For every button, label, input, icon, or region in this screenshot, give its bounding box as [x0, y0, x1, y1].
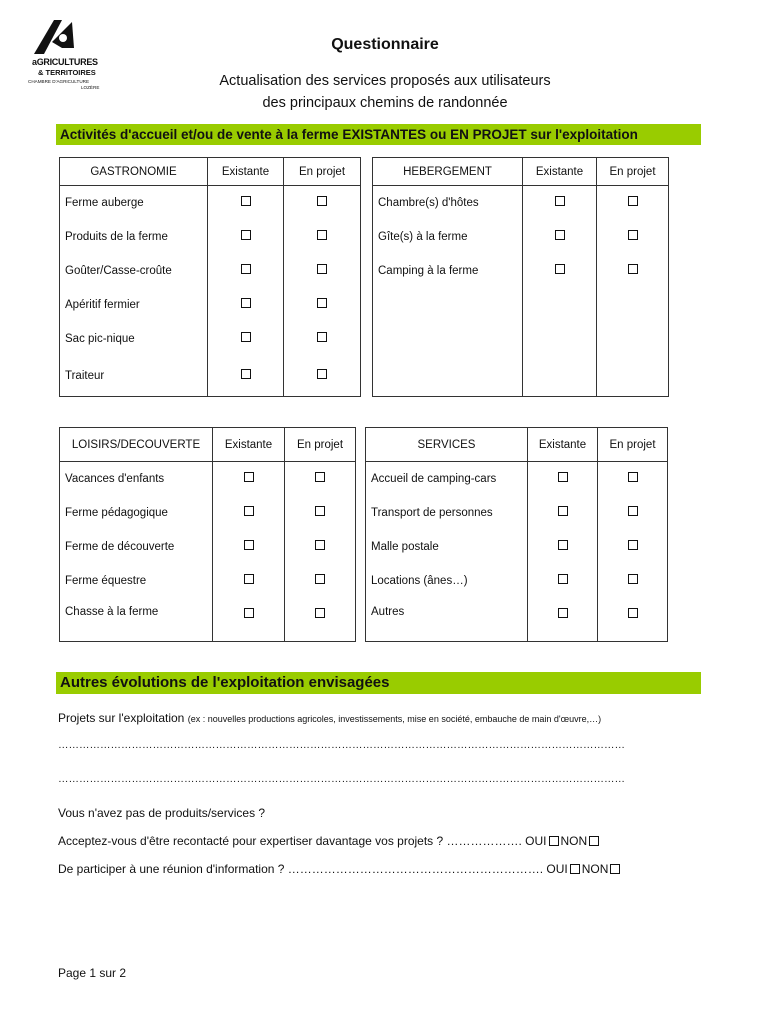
- logo-line4: LOZÈRE: [81, 85, 100, 90]
- table-title: HEBERGEMENT: [373, 158, 523, 186]
- question-recontact: [58, 834, 601, 848]
- checkbox-existing[interactable]: [244, 540, 254, 550]
- row-label: Autres: [366, 598, 528, 642]
- col-existing: Existante: [213, 428, 285, 462]
- checkbox-project[interactable]: [317, 264, 327, 274]
- row-label: Vacances d'enfants: [60, 462, 213, 496]
- row-label: Goûter/Casse-croûte: [60, 254, 208, 288]
- non-label: NON: [560, 834, 588, 848]
- checkbox-non[interactable]: [610, 864, 620, 874]
- checkbox-project[interactable]: [317, 332, 327, 342]
- row-label: Ferme équestre: [60, 564, 213, 598]
- logo-line3: CHAMBRE D'AGRICULTURE: [28, 79, 90, 84]
- checkbox-existing[interactable]: [555, 230, 565, 240]
- row-label: Ferme de découverte: [60, 530, 213, 564]
- checkbox-existing[interactable]: [241, 298, 251, 308]
- col-existing: Existante: [208, 158, 284, 186]
- checkbox-project[interactable]: [317, 230, 327, 240]
- row-label: Ferme pédagogique: [60, 496, 213, 530]
- table-hebergement: [372, 157, 669, 397]
- page-title: Questionnaire: [331, 36, 439, 53]
- projets-label: Projets sur l'exploitation: [58, 711, 185, 725]
- col-project: En projet: [284, 158, 361, 186]
- checkbox-existing[interactable]: [241, 196, 251, 206]
- row-label: Chasse à la ferme: [60, 598, 213, 642]
- checkbox-project[interactable]: [628, 506, 638, 516]
- page-number: Page 1 sur 2: [58, 966, 127, 980]
- col-existing: Existante: [528, 428, 598, 462]
- question-reunion: [58, 862, 622, 876]
- checkbox-project[interactable]: [315, 540, 325, 550]
- checkbox-existing[interactable]: [241, 332, 251, 342]
- page-subtitle-line1: Actualisation des services proposés aux utilisateurs: [219, 73, 551, 89]
- checkbox-project[interactable]: [315, 472, 325, 482]
- checkbox-project[interactable]: [628, 472, 638, 482]
- checkbox-project[interactable]: [628, 196, 638, 206]
- row-label: Transport de personnes: [366, 496, 528, 530]
- checkbox-existing[interactable]: [555, 196, 565, 206]
- checkbox-non[interactable]: [589, 836, 599, 846]
- checkbox-project[interactable]: [317, 369, 327, 379]
- col-project: En projet: [597, 158, 669, 186]
- table-loisirs: [59, 427, 356, 642]
- checkbox-project[interactable]: [628, 608, 638, 618]
- projets-line: [58, 711, 601, 725]
- checkbox-existing[interactable]: [558, 608, 568, 618]
- checkbox-oui[interactable]: [570, 864, 580, 874]
- table-services: [365, 427, 668, 642]
- row-label: Traiteur: [60, 356, 208, 397]
- row-label: Ferme auberge: [60, 186, 208, 220]
- row-label: Sac pic-nique: [60, 322, 208, 356]
- logo-line2: & TERRITOIRES: [38, 68, 96, 77]
- section1-heading: Activités d'accueil et/ou de vente à la ferme EXISTANTES ou EN PROJET sur l'exploitation: [56, 124, 701, 145]
- row-label: Camping à la ferme: [373, 254, 523, 288]
- table-title: SERVICES: [366, 428, 528, 462]
- checkbox-project[interactable]: [317, 196, 327, 206]
- projets-hint: (ex : nouvelles productions agricoles, investissements, mise en société, embauche de main d'œuvre,…): [187, 714, 602, 724]
- checkbox-existing[interactable]: [244, 506, 254, 516]
- checkbox-existing[interactable]: [558, 540, 568, 550]
- row-label: Accueil de camping-cars: [366, 462, 528, 496]
- checkbox-existing[interactable]: [558, 574, 568, 584]
- checkbox-existing[interactable]: [241, 369, 251, 379]
- table-gastronomie: [59, 157, 361, 397]
- logo-line1: aGRICULTURES: [32, 57, 98, 67]
- checkbox-oui[interactable]: [549, 836, 559, 846]
- row-label: Apéritif fermier: [60, 288, 208, 322]
- row-label: Gîte(s) à la ferme: [373, 220, 523, 254]
- col-project: En projet: [598, 428, 668, 462]
- projets-answer-line-2[interactable]: ………………………………………………………………………………………………………………………………………………: [58, 773, 625, 785]
- checkbox-project[interactable]: [628, 574, 638, 584]
- checkbox-existing[interactable]: [244, 608, 254, 618]
- page-subtitle-line2: des principaux chemins de randonnée: [262, 95, 508, 111]
- table-title: LOISIRS/DECOUVERTE: [60, 428, 213, 462]
- checkbox-existing[interactable]: [244, 574, 254, 584]
- row-label: Malle postale: [366, 530, 528, 564]
- col-existing: Existante: [523, 158, 597, 186]
- checkbox-existing[interactable]: [555, 264, 565, 274]
- table-title: GASTRONOMIE: [60, 158, 208, 186]
- no-products-question: Vous n'avez pas de produits/services ?: [58, 806, 266, 820]
- non-label: NON: [581, 862, 609, 876]
- checkbox-existing[interactable]: [558, 472, 568, 482]
- checkbox-existing[interactable]: [241, 230, 251, 240]
- checkbox-existing[interactable]: [244, 472, 254, 482]
- checkbox-project[interactable]: [628, 540, 638, 550]
- row-label: Locations (ânes…): [366, 564, 528, 598]
- checkbox-project[interactable]: [315, 506, 325, 516]
- checkbox-project[interactable]: [628, 230, 638, 240]
- checkbox-project[interactable]: [317, 298, 327, 308]
- checkbox-existing[interactable]: [241, 264, 251, 274]
- checkbox-project[interactable]: [628, 264, 638, 274]
- section2-heading: Autres évolutions de l'exploitation envisagées: [56, 672, 701, 694]
- question-reunion-label: De participer à une réunion d'information ? ………………………………………………………. OUI: [58, 862, 568, 876]
- checkbox-project[interactable]: [315, 574, 325, 584]
- col-project: En projet: [285, 428, 356, 462]
- projets-answer-line-1[interactable]: ………………………………………………………………………………………………………………………………………………: [58, 739, 625, 751]
- checkbox-project[interactable]: [315, 608, 325, 618]
- question-recontact-label: Acceptez-vous d'être recontacté pour expertiser davantage vos projets ? ………………. OUI: [58, 834, 547, 848]
- row-label: Produits de la ferme: [60, 220, 208, 254]
- checkbox-existing[interactable]: [558, 506, 568, 516]
- row-label: Chambre(s) d'hôtes: [373, 186, 523, 220]
